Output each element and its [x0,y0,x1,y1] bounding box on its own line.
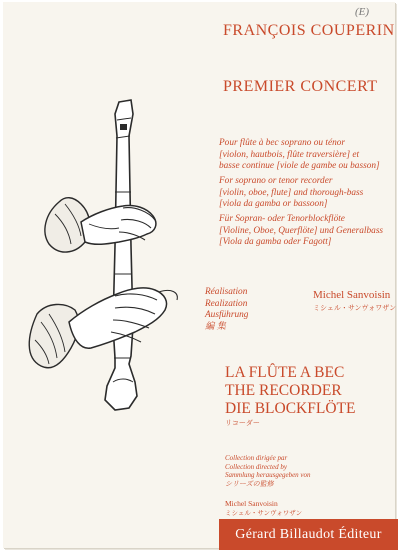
composer-name: FRANÇOIS COUPERIN [223,22,395,39]
series-titles [225,364,355,418]
upper-hand-icon [81,205,156,244]
instrumentation-english [219,176,363,211]
instrumentation-line: [Violine, Oboe, Querflöte] und Generalbass [219,225,384,236]
score-cover [3,2,395,548]
series-title: THE RECORDER [225,382,342,399]
instrumentation-line: [violon, hautbois, flûte traversière] et [219,149,360,160]
realization-label: 編 集 [205,321,226,332]
series-title: DIE BLOCKFLÖTE [225,400,356,417]
realization-labels [205,287,248,333]
editorial-line: Collection directed by [225,462,287,471]
arranger-name: Michel Sanvoisin [313,289,391,301]
instrumentation-line: [viola da gamba or bassoon] [219,199,328,209]
instrumentation-line: For soprano or tenor recorder [219,176,333,186]
editor-name-jp: ミシェル・サンヴォワザン [225,510,303,517]
left-sleeve-icon [29,304,78,367]
instrumentation-line: [Viola da gamba oder Fagott] [219,237,332,247]
editorial-line: シリーズの監修 [225,479,274,488]
realization-label: Realization [205,298,248,309]
editorial-line: Sammlung herausgegeben von [225,471,311,480]
pencil-mark: (E) [355,6,370,18]
arranger-name-jp: ミシェル・サンヴォワザン [313,304,397,312]
recorder-icon [105,100,137,410]
series-title: LA FLÛTE A BEC [225,364,345,381]
recorder-hands-illustration [19,96,199,436]
realization-label: Réalisation [205,287,248,297]
instrumentation-line: [violin, oboe, flute] and thorough-bass [219,187,364,198]
realization-label: Ausführung [205,310,249,321]
editor-name: Michel Sanvoisin [225,499,278,508]
work-title: PREMIER CONCERT [223,78,378,95]
editorial-credits [225,454,311,488]
editorial-line: Collection dirigée par [225,454,288,462]
series-title-jp: リコーダー [225,419,260,427]
instrumentation-german [219,214,383,249]
instrumentation-line: Pour flûte à bec soprano ou ténor [219,138,346,148]
instrumentation-line: basse continue [viole de gambe ou basson] [219,161,380,171]
publisher-banner: Gérard Billaudot Éditeur [219,519,398,550]
instrumentation-line: Für Sopran- oder Tenorblockflöte [219,214,345,224]
instrumentation-french [219,138,380,173]
